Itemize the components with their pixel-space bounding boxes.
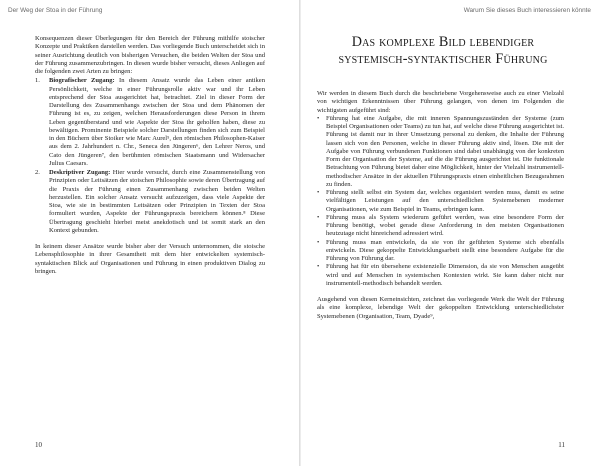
right-closing-paragraph: Ausgehend von diesen Kerneinsichten, zeichnet das vorliegende Werk die Welt der Führung als eine komplexe, lebendige Welt der gekoppelten Entwicklung unterschiedlichster Systemebenen (Organisation, Team, Dyade⁹,: [317, 296, 564, 320]
page-number-right: 11: [558, 441, 565, 449]
insight-text: Führung hat für ein übersehene existenzielle Dimension, da sie von Menschen ausgeübt wird und auf Menschen in systemischen Kontexten wirkt. Sie kann daher nicht nur instrumentell-methodisch behandelt werden.: [326, 263, 564, 287]
running-head-left: Der Weg der Stoa in der Führung: [8, 7, 103, 14]
insight-item: [317, 239, 564, 264]
approach-number: 1.: [35, 77, 40, 85]
chapter-title: [313, 34, 573, 68]
right-page: [301, 0, 600, 466]
insight-text: Führung muss als System wiederum geführt werden, was eine besondere Form der Führung benötigt, wobei gerade diese Anforderung in den meisten Organisationen heutzutage nicht hinreichend adressiert wird.: [326, 213, 564, 238]
bullet-icon: •: [317, 213, 320, 221]
insight-item: [317, 214, 564, 239]
insight-list: [317, 115, 564, 288]
page-number-left: 10: [35, 441, 42, 449]
insight-text: Führung hat eine Aufgabe, die mit inneren Spannungszuständen der Systeme (zum Beispiel Organisationen oder Teams) zu tun hat, auf welche diese Führung ausgerichtet ist. Führung ist damit nur in ihrer Umsetzung personal zu denken, die Inhalte der Führung lassen sich von den Personen, welche in dieser Führung aktiv sind, lösen. Die mit der Aufgabe von Führung verbundenen Funktionen sind dabei unabhängig von der konkreten Form der Organisation der Systeme, auf die die Führung ausgerichtet ist. Die funktionale Betrachtung von Führung bietet daher eine Möglichkeit, hinter der Vielzahl instrumentell-methodischer Ansätze in der aktuellen Führungspraxis einen einheitlichen Bezugsrahmen zu finden.: [326, 114, 564, 188]
insight-text: Führung stellt selbst ein System dar, welches organisiert werden muss, damit es seine vielfältigen Leistungen auf den unterschiedlichen Systemebenen moderner Organisationen, wie zum Beispiel in Teams, erbringen kann.: [326, 189, 564, 213]
approach-label: Biografischer Zugang:: [49, 77, 115, 85]
right-body: [317, 90, 564, 321]
left-page: [0, 0, 299, 466]
bullet-icon: •: [317, 114, 320, 122]
insight-item: [317, 189, 564, 214]
approach-item-deskriptiv: [35, 169, 265, 235]
left-body: [35, 35, 265, 276]
insight-item: [317, 263, 564, 288]
bullet-icon: •: [317, 263, 320, 271]
approach-item-biografisch: [35, 77, 265, 168]
running-head-right: Warum Sie dieses Buch interessieren könnte: [463, 7, 591, 14]
left-closing-paragraph: In keinem dieser Ansätze wurde bisher aber der Versuch unternommen, die stoische Lebensphilosophie in ihrer Gesamtheit mit dem hier entwickelten systemisch-syntaktischen Blick auf Organisationen und Führung in einen produktiven Dialog zu bringen.: [35, 243, 265, 275]
approach-list: [35, 77, 265, 235]
chapter-title-line-1: Das komplexe Bild lebendiger: [351, 34, 535, 50]
approach-text: In diesem Ansatz wurde das Leben einer antiken Persönlichkeit, welche in einer Führungsrolle aktiv war und ihr Leben entsprechend der Stoa ausgerichtet hat, betrachtet. Ziel in dieser Form der Darstellung des Zusammenhangs zwischen der Stoa und dem Phänomen der Führung ist es, zu zeigen, welchen Herausforderungen diese Person in ihrem Leben gegenüberstand und wie Aspekte der Stoa ihr geholfen haben, diese zu bewältigen. Prominente Beispiele solcher Darstellungen finden sich zum Beispiel in den Büchern über Stoiker wie Marc Aurel⁵, den römischen Philosophen-Kaiser aus dem 2. Jahrhundert n. Chr., Seneca den Jüngeren⁶, den Lehrer Neros, und Cato den Jüngeren⁷, den berühmten römischen Staatsmann und Widersacher Julius Caesars.: [49, 77, 265, 167]
approach-text: Hier wurde versucht, durch eine Zusammenstellung von Prinzipien oder Leitsätzen der stoischen Philosophie sowie deren Übertragung auf die Praxis der Führung einen Zusammenhang zwischen beiden Welten herzustellen. Ein solcher Ansatz versucht aufzuzeigen, dass viele Aspekte der Stoa, wie sie in bestimmten Leitsätzen oder Prinzipien in Texten der Stoa formuliert wurden, Aspekte der Führungspraxis bereichern können.⁸ Diese Übertragung geschieht hierbei meist anekdotisch und ist somit stark an den Kontext gebunden.: [49, 169, 265, 234]
approach-number: 2.: [35, 169, 40, 176]
right-intro-paragraph: Wir werden in diesem Buch durch die beschriebene Vorgehensweise auch zu einer Vielzahl von wichtigen Erkenntnissen über Führung gelangen, von denen im Folgenden die wichtigsten aufgeführt sind:: [317, 90, 564, 114]
bullet-icon: •: [317, 238, 320, 246]
approach-label: Deskriptiver Zugang:: [49, 169, 111, 176]
chapter-heading: [313, 34, 573, 68]
bullet-icon: •: [317, 189, 320, 196]
left-intro-paragraph: Konsequenzen dieser Überlegungen für den Bereich der Führung mithilfe stoischer Konzepte und Praktiken darstellen werden. Das vorliegende Buch unterscheidet sich in seiner Ausrichtung deutlich von bisherigen Versuchen, die beiden Welten der Stoa und der Führung zusammenzubringen. In diesen wurde bisher versucht, dieses Anliegen auf die folgenden zwei Arten zu bringen:: [35, 35, 265, 75]
chapter-title-line-2: systemisch-syntaktischer Führung: [338, 51, 548, 67]
insight-text: Führung muss man entwickeln, da sie von ihr geführten Systeme sich ebenfalls entwickeln. Diese gekoppelte Entwicklungsarbeit stellt eine besondere Aufgabe für die Führung von Führung dar.: [326, 238, 564, 262]
insight-item: [317, 115, 564, 189]
